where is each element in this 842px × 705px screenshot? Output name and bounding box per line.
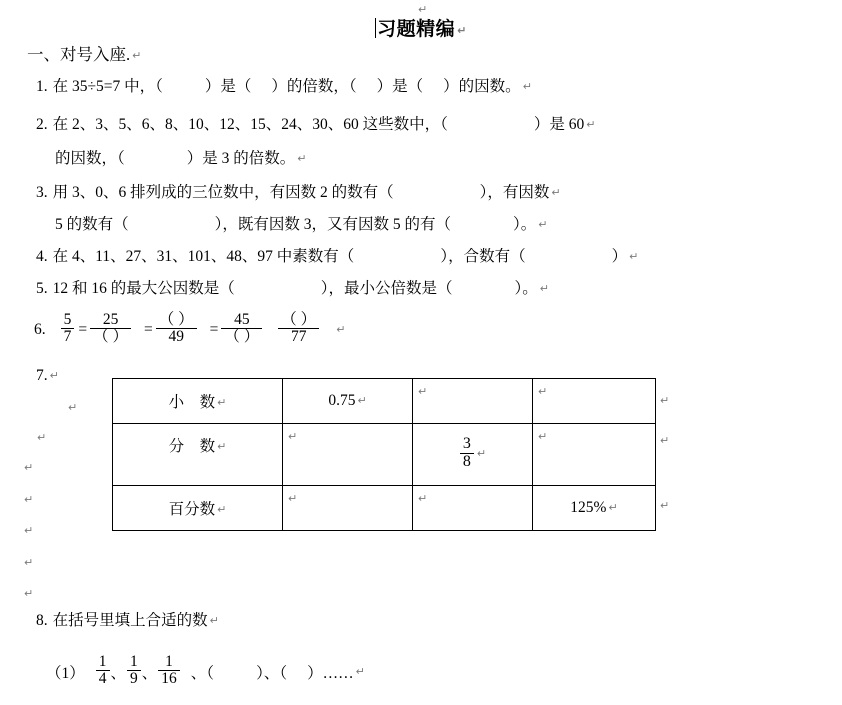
pilcrow-mark-margin-1: ↵ — [68, 401, 78, 414]
question-1-number: 1. — [36, 78, 48, 95]
table-row — [113, 486, 656, 531]
pilcrow-mark-q8: ↵ — [209, 614, 219, 627]
question-2-text-a: 在 2、3、5、6、8、10、12、15、24、30、60 这些数中，（ — [52, 116, 448, 133]
pilcrow-mark-q4: ↵ — [629, 250, 639, 263]
question-1-text-b: ）是（ — [204, 78, 252, 95]
pilcrow-mark-heading: ↵ — [132, 49, 142, 62]
question-1-text-e: ）的因数。 — [443, 78, 521, 95]
pilcrow-mark-cell: ↵ — [357, 394, 367, 407]
question-2-text-b: ）是 60 — [533, 116, 585, 133]
pilcrow-mark-q6: ↵ — [336, 323, 346, 337]
question-7-number-text: 7. — [36, 367, 48, 384]
pilcrow-mark-q3b: ↵ — [538, 218, 548, 231]
question-8-tail-b: ）、（ — [256, 664, 288, 682]
equals-sign-2: = — [144, 320, 153, 338]
question-2-text-d: ）是 3 的倍数。 — [186, 150, 296, 167]
pilcrow-mark-q2a: ↵ — [586, 118, 596, 131]
fraction-1-over-4 — [96, 654, 110, 688]
question-6-number: 6. — [34, 320, 46, 338]
pilcrow-mark-margin-2: ↵ — [37, 431, 47, 444]
fraction-1-over-16 — [158, 654, 180, 688]
question-3-number: 3. — [36, 184, 48, 201]
question-3-text-c: 5 的数有（ — [55, 216, 129, 233]
table-cell-decimal-2[interactable] — [413, 379, 533, 424]
fraction-numerator: 25 — [102, 311, 119, 328]
fraction-numerator: 3 — [462, 435, 471, 453]
pilcrow-mark-margin-3: ↵ — [24, 461, 34, 474]
pilcrow-mark-cell: ↵ — [288, 492, 298, 505]
fraction-numerator: （ ） — [158, 311, 194, 328]
pilcrow-mark-q2b: ↵ — [297, 152, 307, 165]
question-5 — [36, 281, 549, 297]
fraction-1-over-9 — [127, 654, 141, 688]
pilcrow-mark-cell: ↵ — [418, 385, 428, 398]
section-heading — [27, 47, 141, 64]
pilcrow-mark-cell: ↵ — [608, 501, 618, 514]
question-6 — [34, 313, 345, 347]
fraction-denominator: （ ） — [221, 328, 262, 345]
pilcrow-mark-margin-7: ↵ — [24, 587, 34, 600]
pilcrow-mark-margin-5: ↵ — [24, 524, 34, 537]
pilcrow-mark-cell: ↵ — [476, 447, 487, 461]
fraction-denominator: 16 — [158, 670, 180, 687]
question-8-sub-label: （1） — [46, 664, 85, 682]
fraction-denominator: 9 — [127, 670, 141, 687]
page-title-text: 习题精编 — [377, 19, 456, 40]
table-cell-percent-3[interactable] — [533, 486, 656, 531]
fraction-numerator: 1 — [165, 653, 173, 670]
question-4 — [36, 249, 638, 265]
pilcrow-mark-q3a: ↵ — [551, 186, 561, 199]
pilcrow-mark-q7: ↵ — [49, 369, 59, 382]
fraction-denominator: （ ） — [90, 328, 131, 345]
fraction-3-over-8 — [460, 436, 474, 471]
fraction-5-over-7 — [61, 312, 75, 346]
question-3-line-1 — [36, 185, 561, 201]
table-cell-decimal-3[interactable] — [533, 379, 656, 424]
fraction-denominator: 49 — [156, 328, 197, 345]
separator-1: 、 — [110, 664, 127, 682]
question-5-number: 5. — [36, 280, 48, 297]
text-cursor — [375, 18, 376, 38]
table-row-label-text: 分 数 — [168, 438, 216, 455]
pilcrow-mark-cell: ↵ — [217, 440, 227, 453]
pilcrow-mark-row-end-3: ↵ — [660, 499, 670, 512]
question-3-text-b: ），有因数 — [479, 184, 550, 201]
pilcrow-mark-margin-6: ↵ — [24, 556, 34, 569]
question-1-text-d: ）是（ — [376, 78, 424, 95]
pilcrow-mark-cell: ↵ — [288, 430, 298, 443]
pilcrow-mark-cell: ↵ — [217, 503, 227, 516]
section-heading-text: 一、对号入座. — [27, 45, 131, 64]
pilcrow-mark-cell: ↵ — [418, 492, 428, 505]
question-4-text-b: ），合数有（ — [440, 248, 526, 265]
fraction-blank-over-49 — [156, 312, 197, 346]
question-4-text-a: 在 4、11、27、31、101、48、97 中素数有（ — [52, 248, 355, 265]
table-row-label-text: 百分数 — [168, 501, 216, 518]
question-1-text-c: ）的倍数，（ — [271, 78, 357, 95]
fraction-numerator: （ ） — [281, 311, 317, 328]
question-2-line-1 — [36, 117, 596, 133]
question-8-tail-c: ）…… — [307, 664, 354, 682]
question-3-line-2 — [55, 217, 548, 233]
question-2-text-c: 的因数，（ — [55, 150, 125, 167]
number-conversion-table — [112, 378, 656, 531]
question-8-sub-1 — [46, 655, 365, 689]
question-8-title-text: 在括号里填上合适的数 — [52, 612, 208, 629]
pilcrow-mark-top: ↵ — [418, 3, 428, 16]
equals-sign-3: = — [209, 320, 219, 338]
pilcrow-mark-q5: ↵ — [539, 282, 550, 295]
table-cell-value: 0.75 — [328, 392, 356, 409]
question-2-line-2 — [55, 151, 307, 167]
fraction-numerator: 1 — [98, 653, 107, 670]
question-8-title — [36, 613, 219, 629]
pilcrow-mark-row-end-2: ↵ — [660, 434, 670, 447]
fraction-45-over-blank — [221, 312, 262, 346]
question-1-text-a: 在 35÷5=7 中，（ — [52, 78, 163, 95]
fraction-numerator: 5 — [63, 311, 72, 328]
fraction-25-over-blank — [90, 312, 131, 346]
fraction-blank-over-77 — [278, 312, 319, 346]
question-4-text-c: ） — [611, 248, 628, 265]
question-3-text-d: ），既有因数 3，又有因数 5 的有（ — [214, 216, 452, 233]
question-5-text-a: 12 和 16 的最大公因数是（ — [52, 280, 235, 297]
fraction-numerator: 45 — [234, 311, 250, 328]
pilcrow-mark-q1: ↵ — [522, 80, 532, 93]
pilcrow-mark-q8sub: ↵ — [355, 665, 365, 679]
pilcrow-mark-row-end-1: ↵ — [660, 394, 670, 407]
question-3-text-e: ）。 — [513, 216, 537, 233]
equals-sign-1: = — [78, 320, 88, 338]
table-cell-fraction-1[interactable] — [283, 424, 413, 486]
pilcrow-mark-cell: ↵ — [217, 396, 227, 409]
table-row-label-decimal — [113, 379, 283, 424]
question-7-number — [36, 368, 59, 384]
table-cell-decimal-1[interactable] — [283, 379, 413, 424]
table-row-label-percent — [113, 486, 283, 531]
fraction-denominator: 8 — [460, 453, 474, 471]
fraction-denominator: 77 — [278, 328, 319, 345]
pilcrow-mark-cell: ↵ — [538, 385, 548, 398]
table-row-label-fraction — [113, 424, 283, 486]
fraction-denominator: 7 — [61, 328, 75, 345]
pilcrow-mark-title: ↵ — [457, 24, 467, 37]
question-1 — [36, 79, 532, 95]
table-cell-fraction-2[interactable] — [413, 424, 533, 486]
table-cell-percent-2[interactable] — [413, 486, 533, 531]
question-5-text-c: ）。 — [514, 280, 538, 297]
table-row — [113, 424, 656, 486]
table-cell-percent-1[interactable] — [283, 486, 413, 531]
table-row-label-text: 小 数 — [168, 394, 216, 411]
question-3-text-a: 用 3、0、6 排列成的三位数中，有因数 2 的数有（ — [52, 184, 394, 201]
pilcrow-mark-cell: ↵ — [538, 430, 548, 443]
table-cell-fraction-3[interactable] — [533, 424, 656, 486]
page-title — [0, 18, 842, 39]
table-row — [113, 379, 656, 424]
table-cell-value: 125% — [570, 499, 607, 516]
fraction-denominator: 4 — [96, 670, 110, 687]
separator-2: 、 — [141, 664, 158, 682]
pilcrow-mark-margin-4: ↵ — [24, 493, 34, 506]
question-2-number: 2. — [36, 116, 48, 133]
question-8-tail-a: 、（ — [190, 664, 215, 682]
question-5-text-b: ），最小公倍数是（ — [320, 280, 453, 297]
fraction-numerator: 1 — [130, 653, 138, 670]
question-4-number: 4. — [36, 248, 48, 265]
question-8-number: 8. — [36, 612, 48, 629]
